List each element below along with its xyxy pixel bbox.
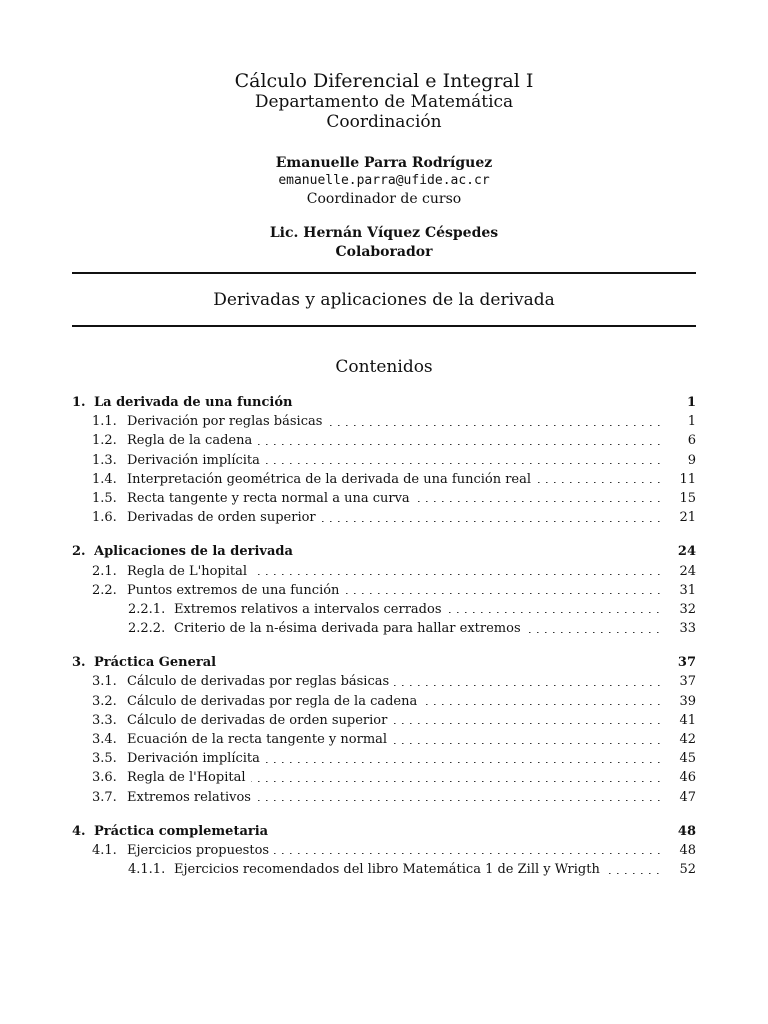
toc-entry-title: Derivación implícita xyxy=(127,453,265,468)
toc-entry[interactable] xyxy=(72,692,696,711)
toc-entry-title: Recta tangente y recta normal a una curva xyxy=(127,491,415,506)
toc-entry-title: Cálculo de derivadas de orden superior xyxy=(127,713,392,728)
toc-entry-title: La derivada de una función xyxy=(94,395,297,410)
top-rule xyxy=(72,272,696,274)
toc-entry-leader xyxy=(94,542,660,561)
toc-entry-number: 3.3. xyxy=(92,712,117,728)
toc-entry-page: 52 xyxy=(679,862,696,878)
toc-entry-number: 2.1. xyxy=(92,563,117,579)
toc-entry[interactable] xyxy=(72,489,696,508)
toc-entry-number: 1.1. xyxy=(92,414,117,430)
toc-entry[interactable] xyxy=(72,581,696,600)
toc-entry-leader xyxy=(174,619,660,638)
toc-entry-title: Práctica General xyxy=(94,655,221,670)
toc-entry-leader xyxy=(127,730,660,749)
toc-entry-page: 42 xyxy=(679,732,696,747)
toc-entry-leader xyxy=(127,451,660,470)
toc-entry[interactable] xyxy=(72,653,696,672)
toc-entry-page: 33 xyxy=(679,621,696,637)
toc-entry-page: 39 xyxy=(679,693,696,709)
toc-entry-leader xyxy=(127,412,660,431)
toc-entry[interactable] xyxy=(72,788,696,807)
toc-entry-leader xyxy=(127,470,660,489)
toc-entry[interactable] xyxy=(72,860,696,879)
toc-entry-page: 6 xyxy=(687,433,696,449)
toc-entry-title: Derivación por reglas básicas xyxy=(127,414,327,429)
toc-entry-page: 48 xyxy=(677,823,696,839)
toc-entry[interactable] xyxy=(72,562,696,581)
toc-entry-leader xyxy=(127,508,660,527)
toc-entry-leader xyxy=(127,581,660,600)
toc-entry-page: 46 xyxy=(679,770,696,786)
toc-entry[interactable] xyxy=(72,470,696,489)
toc-entry[interactable] xyxy=(72,841,696,860)
toc-entry-title: Puntos extremos de una función xyxy=(127,583,344,598)
toc-entry-leader xyxy=(127,489,660,508)
toc-entry-leader xyxy=(174,860,660,879)
toc-entry-number: 1.4. xyxy=(92,471,117,487)
table-of-contents xyxy=(72,393,696,894)
toc-entry-page: 41 xyxy=(679,712,696,728)
toc-entry-leader xyxy=(127,788,660,807)
toc-entry-number: 4.1. xyxy=(92,842,117,858)
toc-entry-title: Práctica complemetaria xyxy=(94,824,273,839)
toc-entry-leader xyxy=(94,393,660,412)
toc-section xyxy=(72,542,696,638)
toc-entry-title: Cálculo de derivadas por reglas básicas xyxy=(127,674,394,689)
toc-entry[interactable] xyxy=(72,393,696,412)
toc-entry-leader xyxy=(94,822,660,841)
toc-entry-page: 45 xyxy=(679,751,696,767)
unit-name: Coordinación xyxy=(326,112,442,132)
toc-entry-page: 32 xyxy=(679,601,696,617)
author-name: Emanuelle Parra Rodríguez xyxy=(275,155,493,171)
toc-entry[interactable] xyxy=(72,672,696,691)
toc-entry-page: 9 xyxy=(687,452,696,468)
toc-entry-page: 15 xyxy=(679,490,696,506)
toc-entry-title: Regla de l'Hopital xyxy=(127,770,251,785)
toc-entry[interactable] xyxy=(72,451,696,470)
toc-entry-leader xyxy=(127,431,660,450)
toc-entry-leader xyxy=(127,768,660,787)
toc-entry-number: 2.2. xyxy=(92,582,117,598)
toc-entry-title: Criterio de la n-ésima derivada para hallar extremos xyxy=(174,621,526,636)
toc-entry-page: 47 xyxy=(679,789,696,805)
toc-entry-page: 48 xyxy=(679,842,696,858)
toc-entry[interactable] xyxy=(72,822,696,841)
toc-entry-title: Extremos relativos xyxy=(127,790,256,805)
toc-entry-page: 11 xyxy=(679,471,696,487)
toc-entry-title: Ejercicios recomendados del libro Matemática 1 de Zill y Wrigth xyxy=(174,862,605,877)
toc-entry-page: 1 xyxy=(687,414,696,430)
toc-entry-number: 3. xyxy=(72,655,86,671)
toc-entry-number: 3.5. xyxy=(92,751,117,767)
toc-entry-leader xyxy=(127,841,660,860)
toc-section xyxy=(72,653,696,807)
toc-entry-number: 1.3. xyxy=(92,452,117,468)
toc-entry-page: 1 xyxy=(686,395,696,410)
toc-entry-leader xyxy=(127,711,660,730)
toc-entry-page: 37 xyxy=(679,674,696,690)
toc-entry-number: 2.2.1. xyxy=(128,601,166,617)
author-email: emanuelle.parra@ufide.ac.cr xyxy=(278,173,490,188)
toc-entry-number: 2. xyxy=(72,544,86,560)
toc-entry[interactable] xyxy=(72,711,696,730)
toc-entry[interactable] xyxy=(72,431,696,450)
toc-section xyxy=(72,393,696,527)
toc-entry-title: Derivación implícita xyxy=(127,751,265,766)
toc-entry-page: 21 xyxy=(679,510,696,526)
bottom-rule xyxy=(72,325,696,327)
toc-entry-number: 4.1.1. xyxy=(128,862,166,878)
toc-entry-number: 3.2. xyxy=(92,693,117,709)
toc-entry[interactable] xyxy=(72,412,696,431)
toc-entry-title: Regla de la cadena xyxy=(127,433,257,448)
toc-entry-title: Derivadas de orden superior xyxy=(127,510,321,525)
toc-entry-leader xyxy=(174,600,660,619)
toc-entry[interactable] xyxy=(72,768,696,787)
toc-entry-number: 2.2.2. xyxy=(128,621,166,637)
toc-title: Contenidos xyxy=(335,357,433,377)
toc-entry-title: Regla de L'hopital xyxy=(127,564,252,579)
toc-entry[interactable] xyxy=(72,749,696,768)
toc-entry-title: Extremos relativos a intervalos cerrados xyxy=(174,602,446,617)
toc-entry-page: 24 xyxy=(677,544,696,560)
course-title: Cálculo Diferencial e Integral I xyxy=(234,70,534,92)
toc-entry-leader xyxy=(127,749,660,768)
toc-entry-number: 4. xyxy=(72,823,86,839)
collaborator-name: Lic. Hernán Víquez Céspedes xyxy=(269,225,499,241)
toc-entry-leader xyxy=(94,653,660,672)
document-topic: Derivadas y aplicaciones de la derivada xyxy=(213,290,555,310)
toc-entry-page: 24 xyxy=(679,563,696,579)
toc-entry-title: Interpretación geométrica de la derivada de una función real xyxy=(127,472,536,487)
toc-entry[interactable] xyxy=(72,730,696,749)
collaborator-role: Colaborador xyxy=(335,244,433,260)
toc-entry-number: 1.2. xyxy=(92,433,117,449)
toc-entry-leader xyxy=(127,692,660,711)
toc-entry-leader xyxy=(127,562,660,581)
toc-entry[interactable] xyxy=(72,508,696,527)
author-role: Coordinador de curso xyxy=(306,191,462,207)
toc-entry-number: 1. xyxy=(72,395,86,410)
toc-entry-page: 37 xyxy=(677,655,696,671)
toc-entry-number: 1.6. xyxy=(92,510,117,526)
toc-entry-page: 31 xyxy=(679,582,696,598)
toc-entry[interactable] xyxy=(72,600,696,619)
toc-entry-number: 3.6. xyxy=(92,770,117,786)
toc-entry-number: 3.4. xyxy=(92,732,117,747)
toc-entry-title: Ejercicios propuestos xyxy=(127,843,274,858)
department-name: Departamento de Matemática xyxy=(254,92,514,112)
toc-entry[interactable] xyxy=(72,542,696,561)
toc-section xyxy=(72,822,696,880)
toc-entry-number: 3.1. xyxy=(92,674,117,690)
toc-entry-number: 1.5. xyxy=(92,490,117,506)
toc-entry-leader xyxy=(127,672,660,691)
toc-entry-title: Cálculo de derivadas por regla de la cadena xyxy=(127,694,422,709)
toc-entry-title: Aplicaciones de la derivada xyxy=(94,544,298,559)
toc-entry-title: Ecuación de la recta tangente y normal xyxy=(127,732,392,747)
toc-entry-number: 3.7. xyxy=(92,789,117,805)
toc-entry[interactable] xyxy=(72,619,696,638)
document-header xyxy=(0,70,768,262)
